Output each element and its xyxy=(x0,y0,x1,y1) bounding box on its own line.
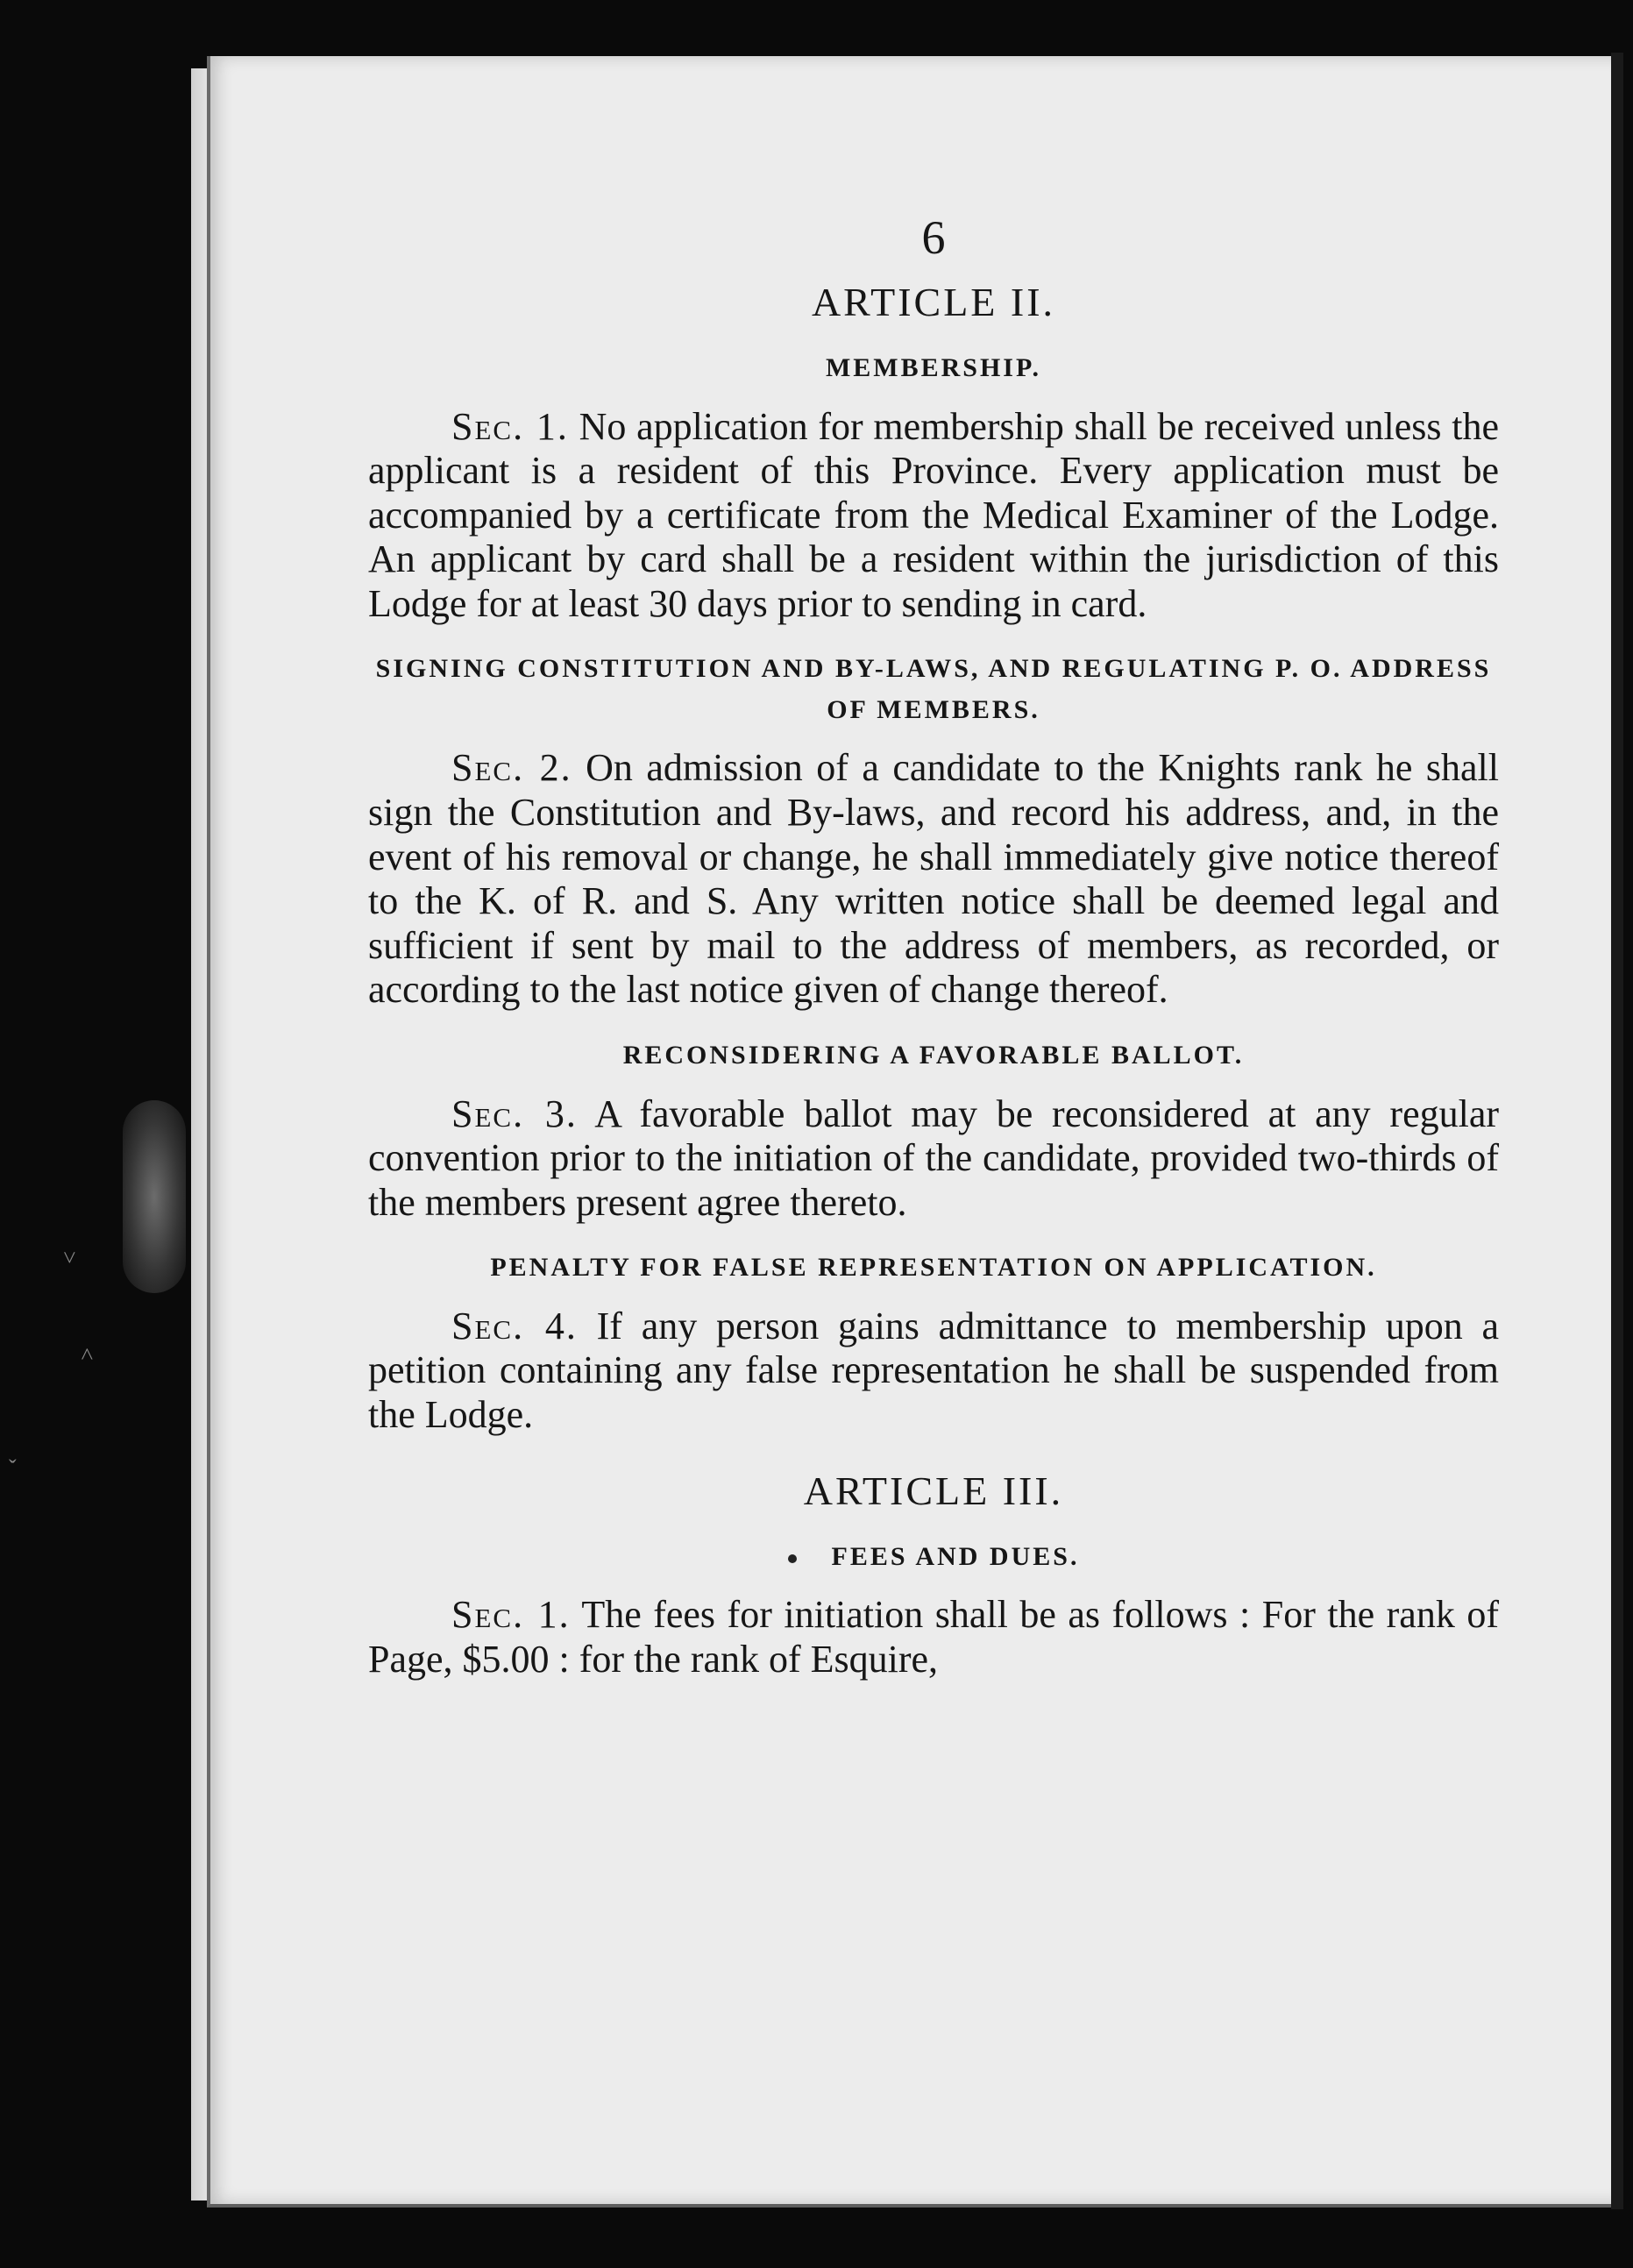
section-text: The fees for initiation shall be as follows : For the rank of Page, $5.00 : for the rank of Esquire, xyxy=(368,1593,1499,1681)
article-2-subheading: MEMBERSHIP. xyxy=(825,353,1042,382)
section-label: Sec. 1. xyxy=(451,1593,571,1637)
section-text: If any person gains admittance to membership upon a petition containing any false representation he shall be suspended from the Lodge. xyxy=(368,1304,1500,1436)
section-text: On admission of a candidate to the Knights rank he shall sign the Constitution and By-laws, and record his address, and, in the event of his removal or change, he shall immediately give notice thereof to the K. of R. and S. Any written notice shall be deemed legal and sufficient if sent by mail to the address of members, as recorded, or according to the last notice given of change thereof. xyxy=(368,746,1499,1012)
section-label: Sec. 1. xyxy=(451,404,569,448)
article-3-heading: ARTICLE III. xyxy=(803,1468,1064,1513)
article-3-subheading-row xyxy=(368,1537,1499,1578)
section-label: Sec. 4. xyxy=(451,1304,578,1347)
section-text: A favorable ballot may be reconsidered at any regular convention prior to the initiation of the candidate, provided two-thirds of the members present agree thereto. xyxy=(368,1091,1499,1224)
binding-mark xyxy=(123,1100,186,1293)
scan-speck: ˅ xyxy=(63,1245,76,1270)
article-3-section-1 xyxy=(368,1593,1499,1681)
section-label: Sec. 2. xyxy=(451,746,572,790)
article-3-subheading: FEES AND DUES. xyxy=(831,1541,1080,1571)
section-4-heading: PENALTY FOR FALSE REPRESENTATION ON APPLICATION. xyxy=(490,1253,1377,1283)
page-content xyxy=(368,202,1499,1681)
section-text: No application for membership shall be received unless the applicant is a resident of this Province. Every application must be accompanied by a certificate from the Medical Examiner of the Lodge. An applicant by card shall be a resident within the jurisdiction of this Lodge for at least 30 days prior to sending in card. xyxy=(368,404,1500,625)
scan-speck: ˄ xyxy=(81,1341,94,1367)
article-2-section-1 xyxy=(368,405,1499,627)
scan-speck: ˇ xyxy=(9,1455,17,1481)
section-3-heading: RECONSIDERING A FAVORABLE BALLOT. xyxy=(622,1041,1245,1070)
page-right-edge xyxy=(1611,53,1623,2209)
page-number: 6 xyxy=(921,211,946,264)
article-2-section-3 xyxy=(368,1092,1499,1226)
article-2-heading: ARTICLE II. xyxy=(811,280,1056,324)
section-label: Sec. 3. xyxy=(451,1091,578,1135)
article-2-section-2 xyxy=(368,746,1499,1013)
article-2-section-4 xyxy=(368,1305,1499,1438)
bullet-dot xyxy=(788,1554,797,1563)
section-2-heading: SIGNING CONSTITUTION AND BY-LAWS, AND REGULATING P. O. ADDRESS OF MEMBERS. xyxy=(375,654,1492,724)
